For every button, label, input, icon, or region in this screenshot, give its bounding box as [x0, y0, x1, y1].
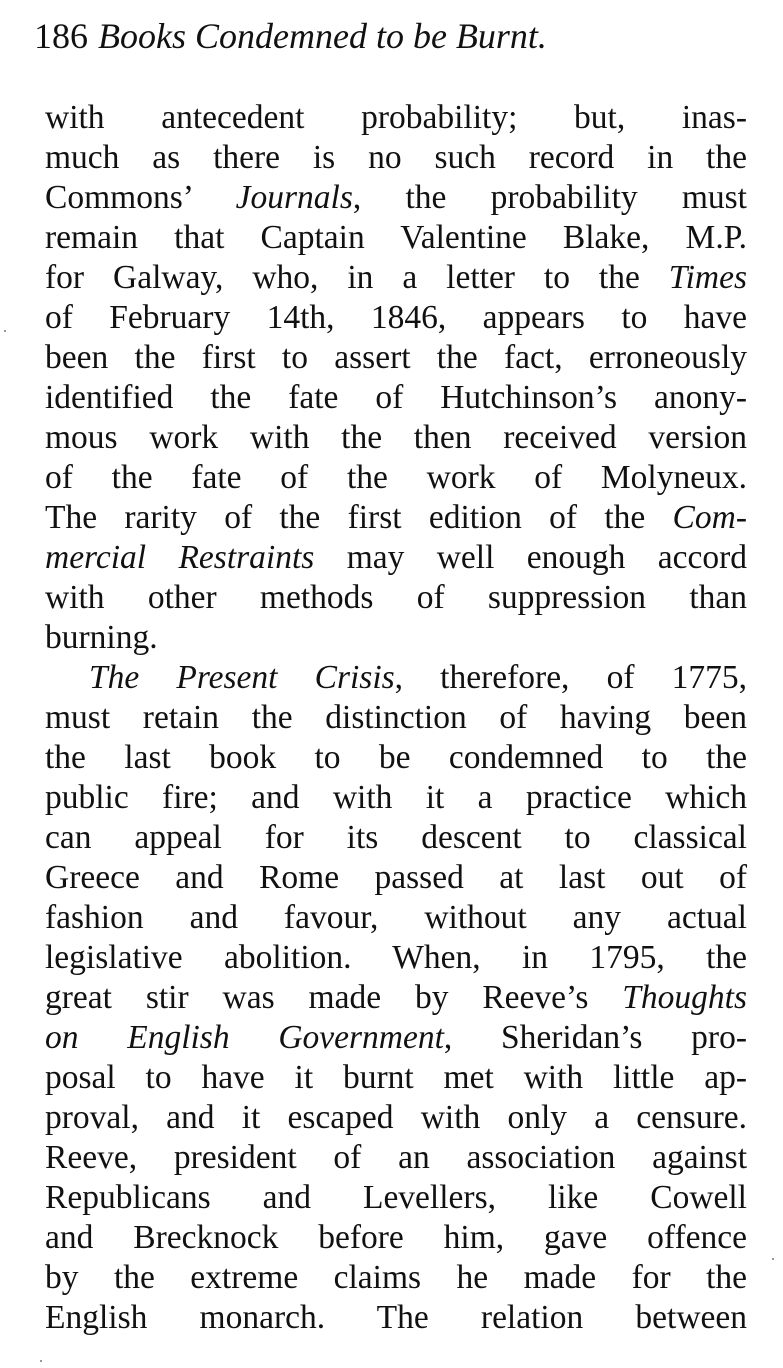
page-number: 186 [34, 16, 88, 56]
text-line [45, 1018, 747, 1058]
text-segment: mous work with the then received version [45, 419, 747, 456]
text-segment: , the probability must [352, 179, 747, 216]
text-segment: burning. [45, 619, 158, 656]
text-segment: and Brecknock before him, gave offence [45, 1219, 747, 1256]
text-line [45, 978, 747, 1018]
italic-title: Times [668, 259, 747, 296]
text-line [45, 898, 747, 938]
text-line [45, 858, 747, 898]
text-line [45, 418, 747, 458]
text-segment: of the fate of the work of Molyneux. [45, 459, 747, 496]
text-line [45, 1058, 747, 1098]
running-title: Books Condemned to be Burnt. [98, 16, 547, 56]
body-text [45, 98, 747, 1338]
text-segment: for Galway, who, in a letter to the [45, 259, 669, 296]
text-line [45, 658, 747, 698]
text-line [45, 818, 747, 858]
text-line [45, 218, 747, 258]
text-line [45, 378, 747, 418]
text-line [45, 938, 747, 978]
text-line [45, 98, 747, 138]
text-line [45, 498, 747, 538]
text-line [45, 1178, 747, 1218]
text-line [45, 738, 747, 778]
text-segment: much as there is no such record in the [45, 139, 747, 176]
italic-title: Thoughts [622, 979, 747, 1016]
text-segment: with antecedent probability; but, inas- [45, 99, 747, 136]
text-line [45, 1258, 747, 1298]
italic-title: Journals [235, 179, 353, 216]
text-segment: remain that Captain Valentine Blake, M.P. [45, 219, 747, 256]
text-segment: with other methods of suppression than [45, 579, 747, 616]
text-segment: can appeal for its descent to classical [45, 819, 747, 856]
text-line [45, 138, 747, 178]
text-segment: Republicans and Levellers, like Cowell [45, 1179, 747, 1216]
text-segment: , therefore, of 1775, [394, 659, 747, 696]
text-segment: legislative abolition. When, in 1795, the [45, 939, 747, 976]
text-line [45, 298, 747, 338]
running-header [34, 14, 547, 58]
text-segment: been the first to assert the fact, erroneously [45, 339, 747, 376]
italic-title: Com- [672, 499, 747, 536]
text-segment: fashion and favour, without any actual [45, 899, 747, 936]
text-segment: proval, and it escaped with only a censure. [45, 1099, 747, 1136]
text-line [45, 618, 747, 658]
text-segment: Reeve, president of an association against [45, 1139, 747, 1176]
text-line [45, 1098, 747, 1138]
text-segment: Commons’ [45, 179, 236, 216]
text-line [45, 338, 747, 378]
text-line [45, 178, 747, 218]
text-line [45, 778, 747, 818]
text-segment: posal to have it burnt met with little ap- [45, 1059, 747, 1096]
text-segment: English monarch. The relation between [45, 1299, 747, 1336]
margin-speck [772, 1258, 774, 1260]
text-line [45, 1218, 747, 1258]
text-segment: , Sheridan’s pro- [443, 1019, 747, 1056]
text-segment: the last book to be condemned to the [45, 739, 747, 776]
italic-title: mercial Restraints [45, 539, 315, 576]
text-line [45, 578, 747, 618]
text-segment: Greece and Rome passed at last out of [45, 859, 747, 896]
text-segment: of February 14th, 1846, appears to have [45, 299, 747, 336]
text-segment: by the extreme claims he made for the [45, 1259, 747, 1296]
text-line [45, 458, 747, 498]
text-line [45, 258, 747, 298]
text-line [45, 698, 747, 738]
italic-title: The Present Crisis [89, 659, 395, 696]
text-segment: must retain the distinction of having been [45, 699, 747, 736]
text-segment: great stir was made by Reeve’s [45, 979, 623, 1016]
text-line [45, 1298, 747, 1338]
text-segment: identified the fate of Hutchinson’s anony- [45, 379, 747, 416]
text-segment: The rarity of the first edition of the [45, 499, 673, 536]
text-segment: public fire; and with it a practice which [45, 779, 747, 816]
margin-speck [40, 1360, 42, 1362]
text-segment: may well enough accord [314, 539, 747, 576]
text-line [45, 1138, 747, 1178]
margin-speck [4, 330, 6, 332]
text-line [45, 538, 747, 578]
italic-title: on English Government [45, 1019, 444, 1056]
